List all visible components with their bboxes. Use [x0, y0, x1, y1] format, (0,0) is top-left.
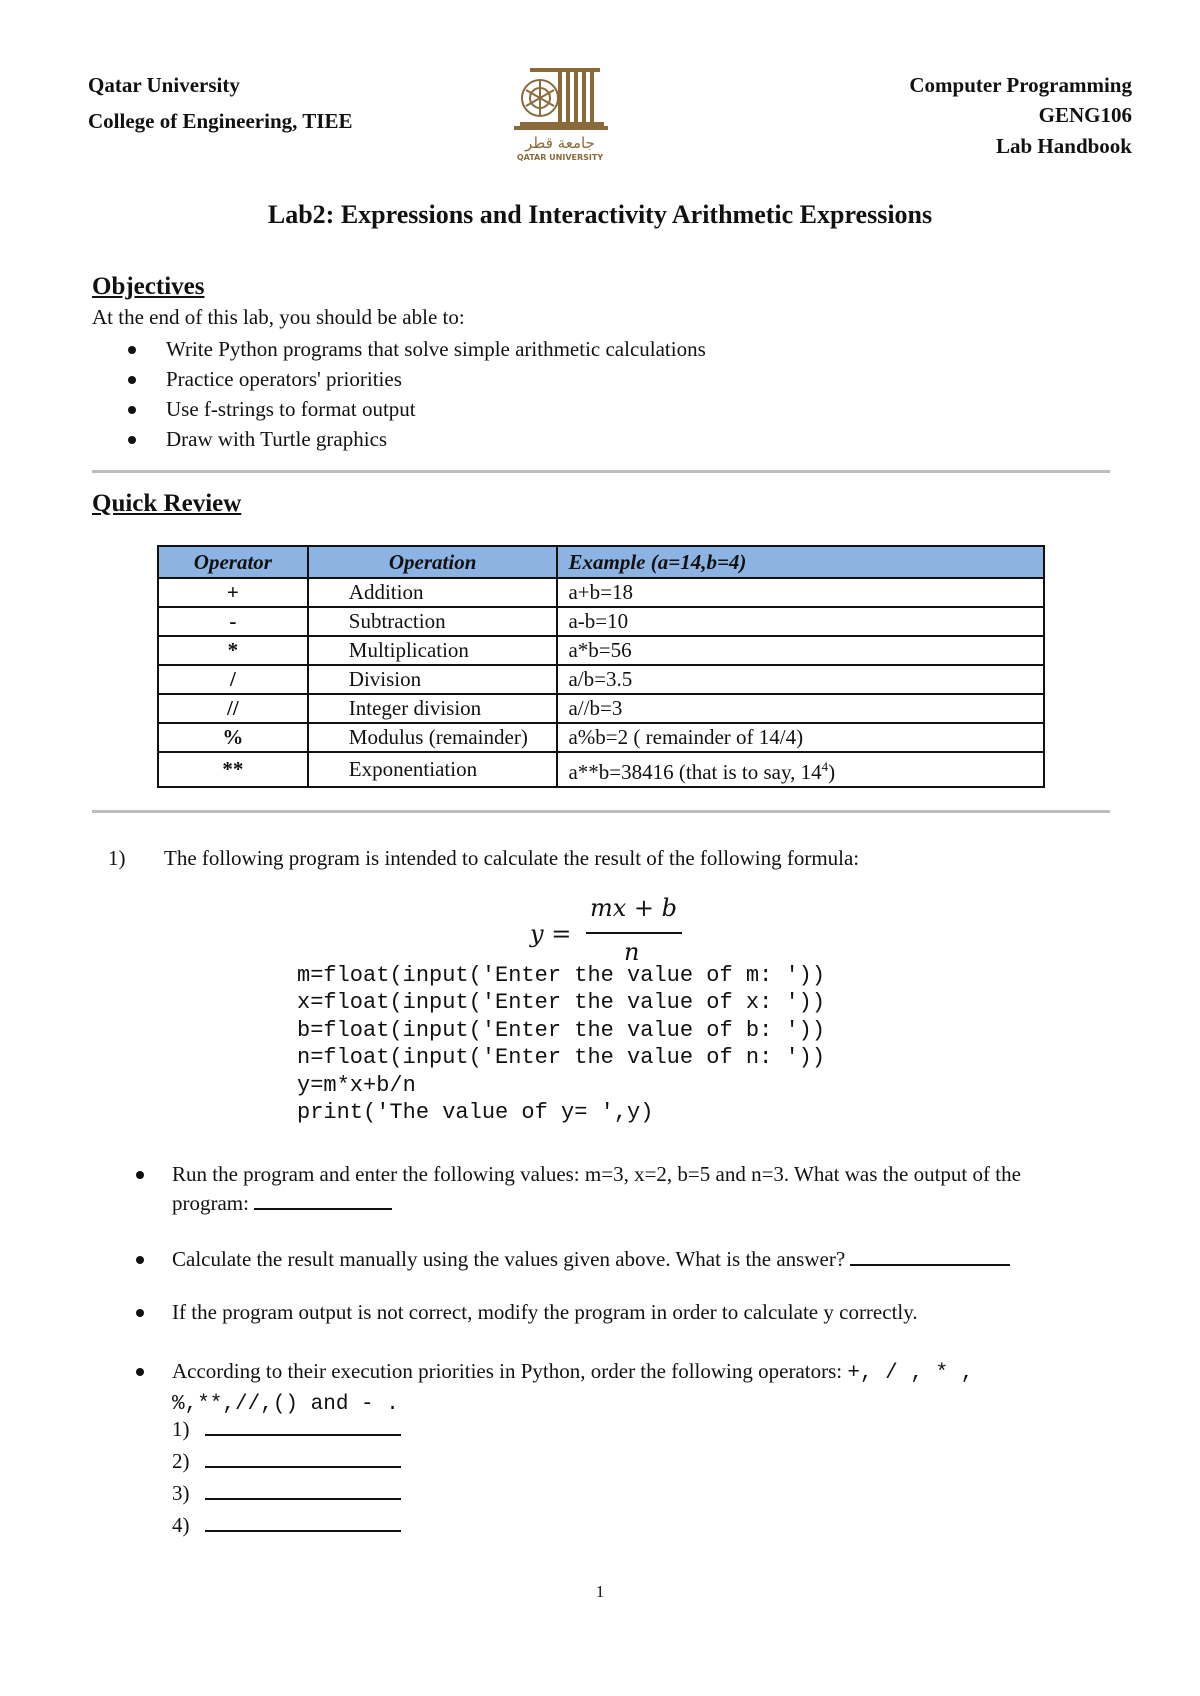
question-number: 1): [108, 846, 126, 870]
answer-blank[interactable]: [254, 1190, 392, 1210]
order-item: [172, 1480, 401, 1506]
formula-lhs: y =: [530, 920, 572, 948]
objective-text: Write Python programs that solve simple arithmetic calculations: [166, 337, 706, 361]
code-line: y=m*x+b/n: [297, 1072, 416, 1098]
example-cell: a//b=3: [557, 694, 1044, 723]
list-item: [172, 1298, 1102, 1327]
operation-cell: Exponentiation: [308, 752, 558, 787]
order-item: [172, 1512, 401, 1538]
task-text: Run the program and enter the following values: m=3, x=2, b=5 and n=3. What was the output of the program:: [172, 1162, 1021, 1215]
example-cell: [557, 752, 1044, 787]
order-label: 1): [172, 1417, 190, 1441]
order-item: [172, 1448, 401, 1474]
example-text: a**b=38416 (that is to say, 14: [568, 760, 822, 784]
bullet-icon: [136, 1309, 144, 1317]
table-row: [158, 665, 1044, 694]
list-item: [166, 394, 706, 424]
bullet-icon: [128, 436, 136, 444]
order-item: [172, 1416, 401, 1442]
operators-inline: %,**,//,() and - .: [172, 1393, 399, 1416]
objective-text: Draw with Turtle graphics: [166, 427, 388, 451]
example-cell: a*b=56: [557, 636, 1044, 665]
table-row: [158, 607, 1044, 636]
operator-cell: *: [158, 636, 308, 665]
question-text: The following program is intended to calculate the result of the following formula:: [164, 846, 860, 870]
operator-cell: +: [158, 578, 308, 607]
list-item: [166, 334, 706, 364]
operators-table: [157, 545, 1045, 788]
quick-review-heading: Quick Review: [92, 490, 242, 517]
column-header: Operator: [158, 546, 308, 578]
college-name: College of Engineering, TIEE: [88, 109, 353, 133]
operator-cell: **: [158, 752, 308, 787]
example-cell: a-b=10: [557, 607, 1044, 636]
table-row: [158, 694, 1044, 723]
operation-cell: Addition: [308, 578, 558, 607]
operator-cell: //: [158, 694, 308, 723]
bullet-icon: [128, 406, 136, 414]
code-line: n=float(input('Enter the value of n: ')): [297, 1045, 826, 1071]
list-item: [172, 1245, 1102, 1274]
lab-title: Lab2: Expressions and Interactivity Arithmetic Expressions: [267, 200, 933, 229]
operation-cell: Integer division: [308, 694, 558, 723]
tasks-list: [172, 1160, 1102, 1218]
page-number: 1: [595, 1582, 605, 1601]
list-item: [172, 1160, 1102, 1218]
bullet-icon: [128, 376, 136, 384]
answer-blank[interactable]: [205, 1480, 401, 1500]
operation-cell: Multiplication: [308, 636, 558, 665]
code-block: [297, 962, 825, 1126]
task-text: If the program output is not correct, modify the program in order to calculate y correctly.: [172, 1300, 918, 1324]
example-cell: a%b=2 ( remainder of 14/4): [557, 723, 1044, 752]
objective-text: Practice operators' priorities: [166, 367, 402, 391]
answer-blank[interactable]: [205, 1448, 401, 1468]
fraction-bar: [586, 932, 682, 934]
task-text: Calculate the result manually using the values given above. What is the answer?: [172, 1247, 846, 1271]
objectives-list: [166, 334, 706, 454]
operation-cell: Subtraction: [308, 607, 558, 636]
table-header-row: [158, 546, 1044, 578]
exponent: 4: [821, 759, 829, 774]
objectives-heading: Objectives: [92, 273, 205, 300]
operators-inline: +, / , * ,: [847, 1362, 974, 1385]
operator-cell: -: [158, 607, 308, 636]
divider: [92, 470, 1110, 473]
order-label: 2): [172, 1449, 190, 1473]
logo-english-text: QATAR UNIVERSITY: [516, 153, 604, 162]
bullet-icon: [128, 346, 136, 354]
column-header: Example (a=14,b=4): [557, 546, 1044, 578]
column-header: Operation: [308, 546, 558, 578]
bullet-icon: [136, 1256, 144, 1264]
list-item: [166, 424, 706, 454]
tasks-list: [172, 1357, 1102, 1419]
divider: [92, 810, 1110, 813]
list-item: [172, 1357, 1102, 1419]
course-title: Computer Programming: [909, 73, 1132, 97]
order-label: 3): [172, 1481, 190, 1505]
operator-cell: %: [158, 723, 308, 752]
order-label: 4): [172, 1513, 190, 1537]
objectives-intro: At the end of this lab, you should be able to:: [92, 305, 465, 329]
answer-blank[interactable]: [850, 1246, 1010, 1266]
table-row: [158, 723, 1044, 752]
answer-blank[interactable]: [205, 1416, 401, 1436]
formula-denominator: n: [624, 938, 640, 966]
task-text: According to their execution priorities in Python, order the following operators:: [172, 1359, 843, 1383]
code-line: print('The value of y= ',y): [297, 1100, 654, 1126]
example-end: ): [828, 760, 836, 784]
list-item: [166, 364, 706, 394]
bullet-icon: [136, 1368, 144, 1376]
example-cell: a+b=18: [557, 578, 1044, 607]
tasks-list: [172, 1298, 1102, 1327]
tasks-list: [172, 1245, 1102, 1274]
operation-cell: Modulus (remainder): [308, 723, 558, 752]
example-cell: a/b=3.5: [557, 665, 1044, 694]
table-row: [158, 578, 1044, 607]
formula-numerator: mx + b: [590, 894, 678, 922]
code-line: x=float(input('Enter the value of x: ')): [297, 990, 826, 1016]
code-line: b=float(input('Enter the value of b: ')): [297, 1017, 826, 1043]
table-row: [158, 636, 1044, 665]
answer-blank[interactable]: [205, 1512, 401, 1532]
qatar-university-logo: [500, 62, 620, 162]
table-row: [158, 752, 1044, 787]
course-code: GENG106: [1038, 103, 1132, 127]
objective-text: Use f-strings to format output: [166, 397, 416, 421]
operation-cell: Division: [308, 665, 558, 694]
bullet-icon: [136, 1171, 144, 1179]
logo-arabic-text: جامعة قطر: [525, 134, 595, 152]
operator-cell: /: [158, 665, 308, 694]
handbook-label: Lab Handbook: [996, 134, 1132, 158]
university-name: Qatar University: [88, 73, 240, 97]
code-line: m=float(input('Enter the value of m: ')): [297, 963, 826, 988]
